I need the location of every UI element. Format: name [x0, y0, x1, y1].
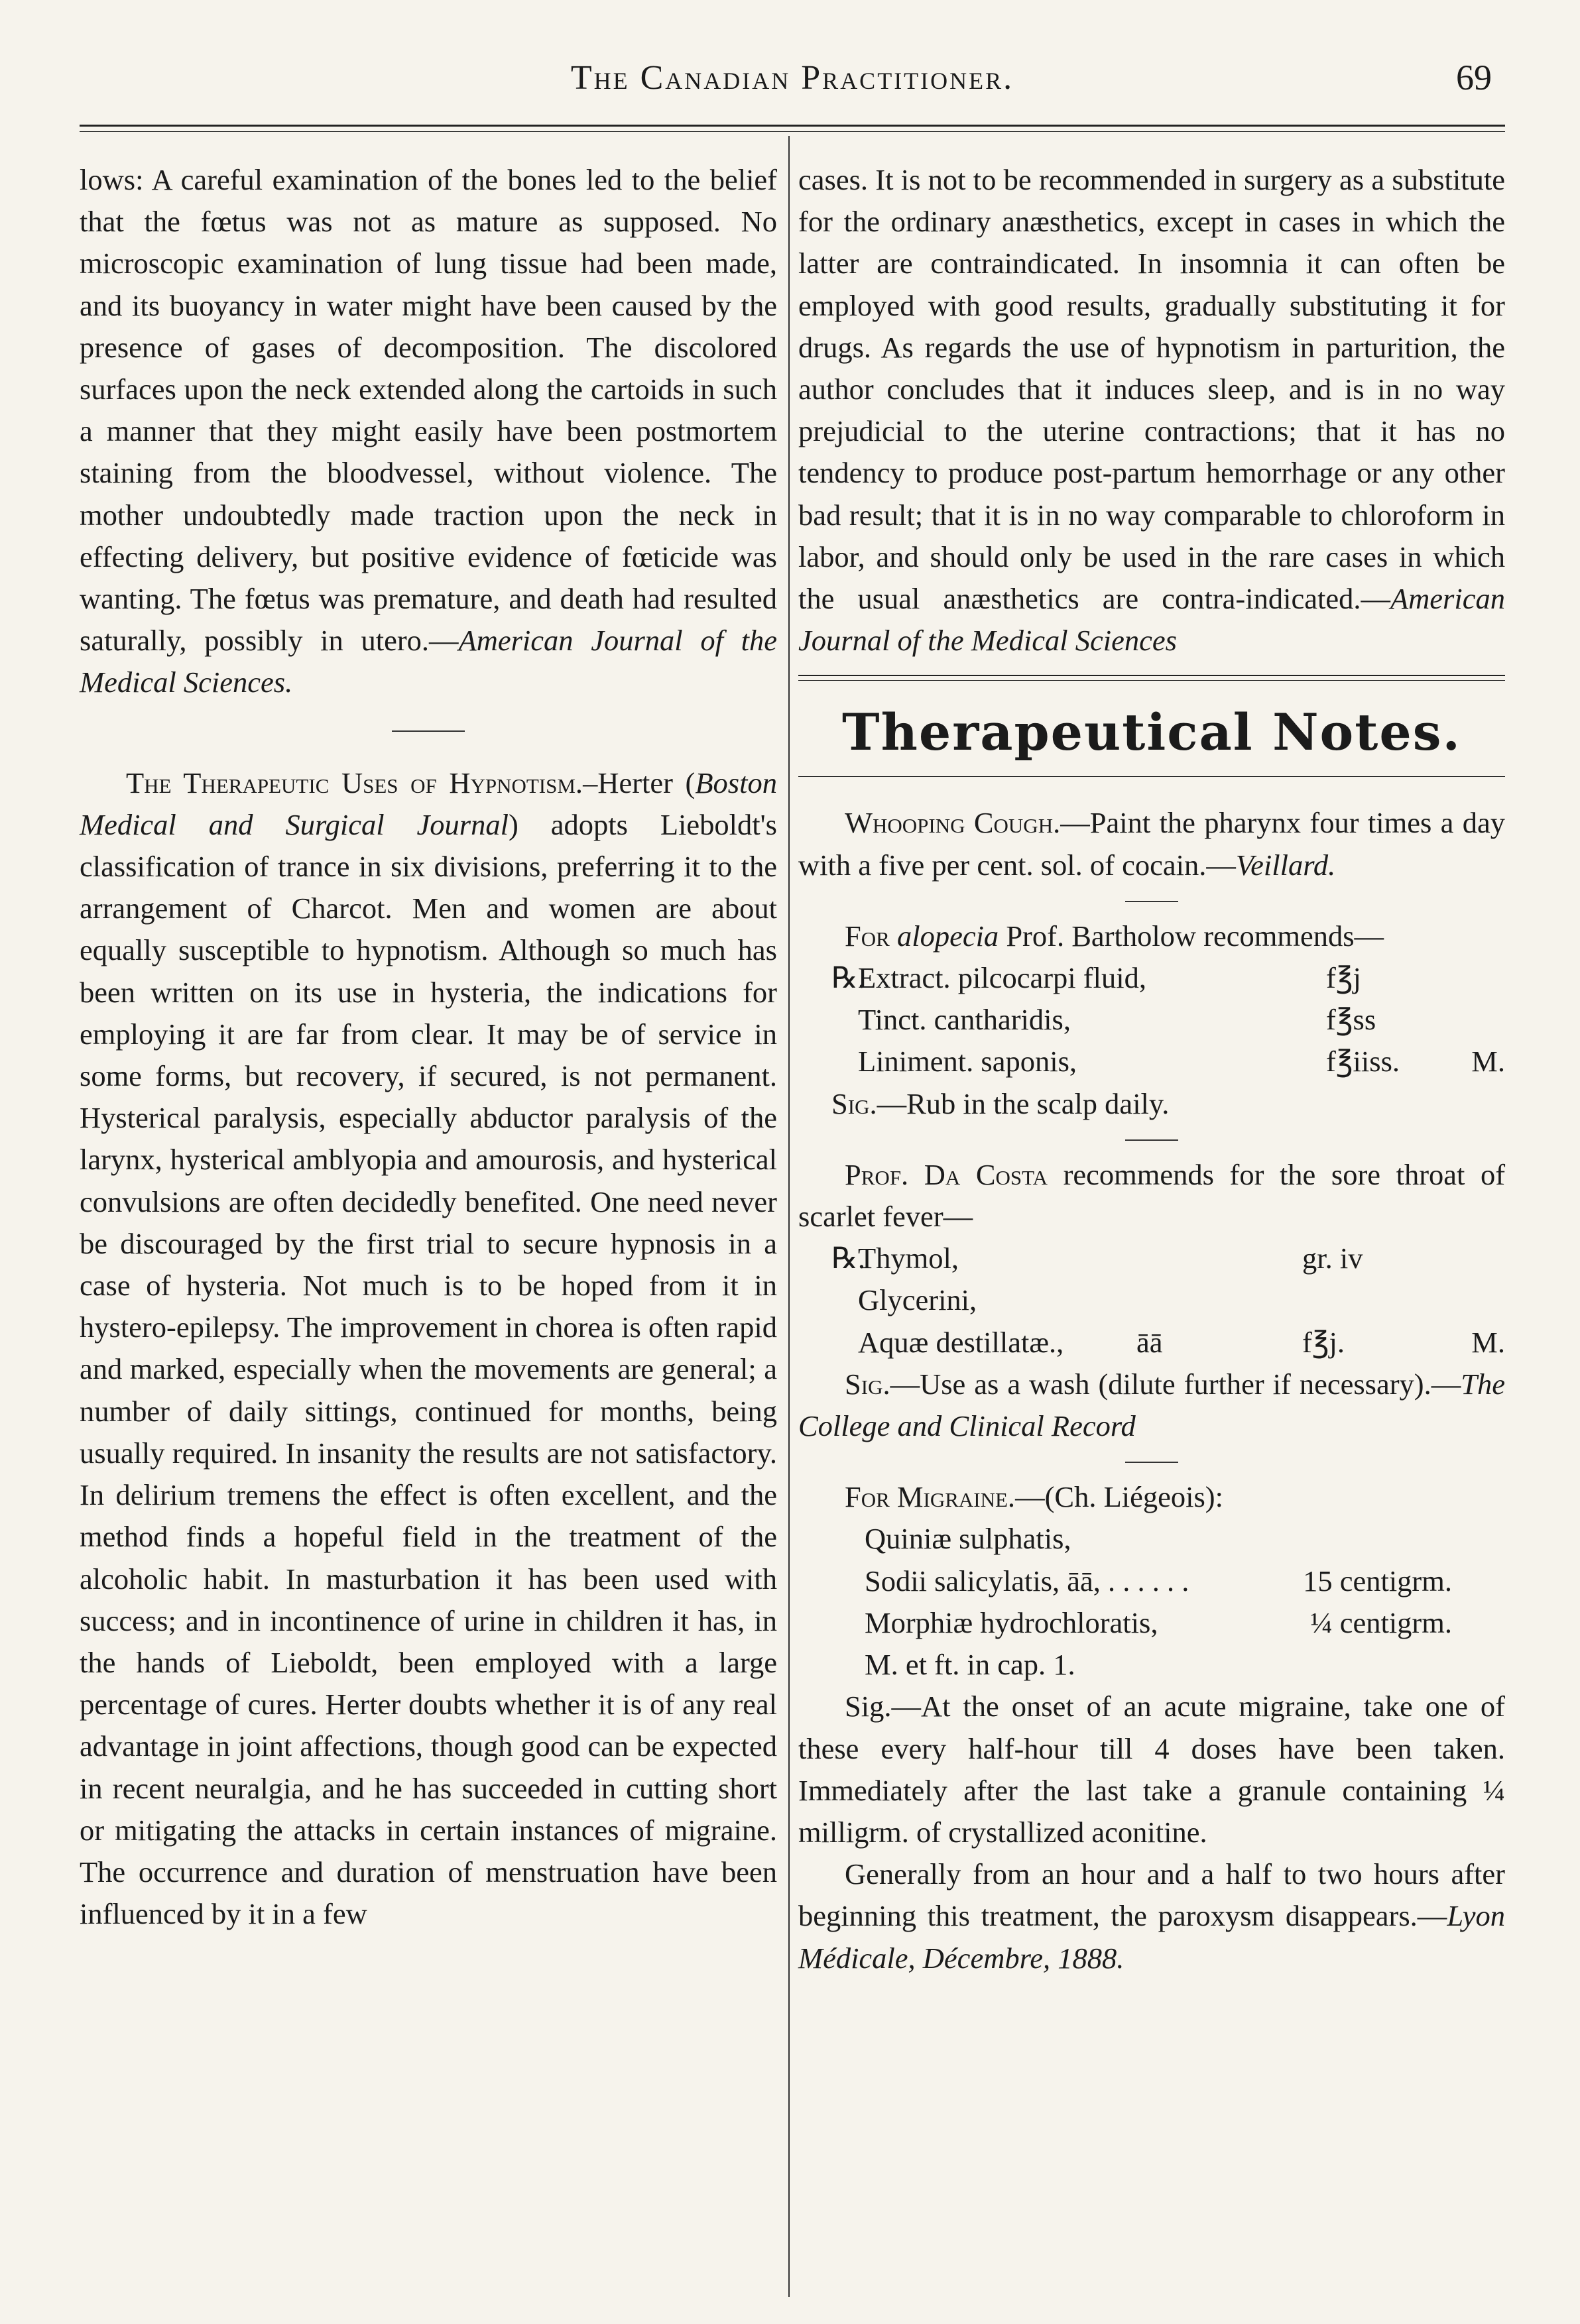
ingredient-qty: f℥j.: [1302, 1325, 1345, 1359]
note-source: Lyon Médicale, Décembre, 1888.: [798, 1899, 1505, 1975]
section-rule-bottom: [798, 776, 1505, 777]
sig-paragraph: Sig.—At the onset of an acute migraine, take one of these every half-hour till 4 doses have been taken. Immediately after the last take a granule containing ¼ milligrm. of crystallized aconitine.: [798, 1690, 1505, 1849]
ingredient-name: Aquæ destillatæ.,: [858, 1325, 1064, 1359]
article-heading: The Therapeutic Uses of Hypnotism.: [126, 766, 583, 799]
right-column: [798, 159, 1505, 1979]
ingredient-name: Tinct. cantharidis,: [858, 1003, 1071, 1037]
continuation-source-right: American Journal of the Medical Sciences: [798, 582, 1505, 658]
note-intro: [798, 915, 1505, 957]
page-number: 69: [1456, 58, 1492, 97]
note-heading: For Migraine.: [845, 1480, 1016, 1514]
closing-text: Generally from an hour and a half to two hours after beginning this treatment, the paroxysm disappears.—: [798, 1857, 1505, 1933]
hypnotism-article: [80, 762, 777, 1936]
note-heading: Whooping Cough.: [845, 806, 1061, 840]
prescription-line: [798, 1644, 1505, 1686]
note-intro: [798, 1154, 1505, 1238]
signa-line: [798, 1083, 1505, 1125]
mix-mark: M.: [1471, 1045, 1505, 1078]
prescription-line: [798, 999, 1505, 1041]
ingredient-name: Morphiæ hydrochloratis,: [865, 1605, 1158, 1639]
prescription-line: [798, 1279, 1505, 1321]
for-label: For: [845, 919, 890, 953]
ingredient-qty: ¼ centigrm.: [1310, 1605, 1452, 1639]
mix-mark: [1452, 999, 1505, 1041]
note-author: Veillard.: [1235, 848, 1336, 882]
closing-paragraph: [798, 1853, 1505, 1979]
ingredient-qty: 15 centigrm.: [1303, 1564, 1452, 1598]
rx-symbol: ℞.: [831, 1242, 866, 1275]
mix-mark: [1415, 1238, 1505, 1279]
left-column: [80, 159, 777, 1935]
article-intro: –Herter (: [583, 766, 696, 799]
section-rule-top-thin: [798, 680, 1505, 681]
ingredient-qty: [1302, 1279, 1415, 1321]
prescription-line: [798, 1560, 1505, 1602]
running-title: The Canadian Practitioner.: [570, 59, 1014, 97]
section-rule-top: [798, 675, 1505, 676]
note-text: —Paint the pharynx four times a day with a five per cent. sol. of cocain.—: [798, 806, 1505, 882]
rx-symbol: ℞.: [831, 961, 866, 995]
ingredient-name: Sodii salicylatis, āā, . . . . . .: [865, 1564, 1189, 1598]
prescription-line: [798, 1602, 1505, 1644]
continuation-text: lows: A careful examination of the bones led to the belief that the fœtus was not as mature as supposed. No microscopic examination of lung tissue had been made, and its buoyancy in water might have been caused by the presence of gases of decomposition. The discolored surfaces upon the neck extended along the cartoids in such a manner that they might easily have been postmortem staining from the bloodvessel, without violence. The mother undoubtedly made traction upon the neck in effecting delivery, but positive evidence of fœticide was wanting. The fœtus was premature, and death had resulted saturally, possibly in utero.—: [80, 163, 777, 658]
ingredient-aa: [1136, 1238, 1302, 1279]
ingredient-name: Extract. pilcocarpi fluid,: [858, 961, 1146, 995]
continuation-paragraph-right: [798, 159, 1505, 662]
sig-text: —Use as a wash (dilute further if necessary).—: [890, 1367, 1461, 1401]
separator-rule: [1125, 901, 1178, 902]
scarlet-fever-note: [798, 1154, 1505, 1447]
prescription-line: [798, 1238, 1505, 1279]
separator-rule: [392, 730, 465, 732]
ingredient-name: Glycerini,: [858, 1283, 977, 1317]
whooping-cough-note: [798, 802, 1505, 886]
note-heading: Prof. Da Costa: [845, 1157, 1048, 1191]
journal-citation: Boston Medical and Surgical Journal: [80, 766, 777, 841]
sig-label: Sig.: [845, 1367, 890, 1401]
note-source: The College and Clinical Record: [798, 1367, 1505, 1443]
ingredient-aa: [1136, 1279, 1302, 1321]
column-divider: [788, 136, 790, 2297]
alopecia-note: [798, 915, 1505, 1125]
prescription-line: [798, 957, 1505, 999]
note-intro-text: Prof. Bartholow recommends—: [1006, 919, 1384, 953]
mix-mark: [1452, 957, 1505, 999]
ingredient-qty: f℥iiss.: [1326, 1045, 1400, 1078]
sig-label: Sig.: [831, 1086, 877, 1120]
header-rule-thin: [80, 131, 1505, 132]
condition-term: alopecia: [896, 919, 999, 953]
ingredient-aa: āā: [1136, 1325, 1163, 1359]
migraine-note: [798, 1476, 1505, 1979]
ingredient-name: Liniment. saponis,: [858, 1045, 1077, 1078]
separator-rule: [1125, 1462, 1178, 1463]
continuation-text-right: cases. It is not to be recommended in surgery as a substitute for the ordinary anæsthetics, except in cases in which the latter are contraindicated. In insomnia it can often be employed with good results, gradually substituting it for drugs. As regards the use of hypnotism in parturition, the author concludes that it induces sleep, and is in no way prejudicial to the uterine contractions; that it has no tendency to produce post-partum hemorrhage or any other bad result; that it is in no way comparable to chloroform in labor, and should only be used in the rare cases in which the usual anæsthetics are contra-indicated.—: [798, 163, 1505, 616]
signa-line: [798, 1364, 1505, 1447]
ingredient-name: Quiniæ sulphatis,: [865, 1522, 1071, 1556]
note-intro: [798, 1476, 1505, 1518]
mix-mark: [1415, 1279, 1505, 1321]
ingredient-qty: gr. iv: [1302, 1242, 1363, 1275]
running-header: [80, 52, 1505, 105]
article-body: ) adopts Lieboldt's classification of trance in six divisions, preferring it to the arrangement of Charcot. Men and women are about equally susceptible to hypnotism. Although so much has been written on its use in hysteria, the indications for employing it are far from clear. It may be of service in some forms, but recovery, if secured, is not permanent. Hysterical paralysis, especially abductor paralysis of the larynx, hysterical amblyopia and amourosis, and hysterical convulsions are often decidedly benefited. One need never be discouraged by the first trial to secure hypnosis in a case of hysteria. Not much is to be hoped from it in hystero-epilepsy. The improvement in chorea is often rapid and marked, especially when the movements are general; a number of daily sittings, continued for months, being usually required. In insanity the results are not satisfactory. In delirium tremens the effect is often excellent, and the method finds a hopeful field in the treatment of the alcoholic habit. In masturbation it has been used with success; and in incontinence of urine in children it has, in the hands of Lieboldt, been employed with a large percentage of cures. Herter doubts whether it is of any real advantage in joint affections, though good can be expected in recent neuralgia, and he has succeeded in cutting short or mitigating the attacks in certain instances of migraine. The occurrence and duration of menstruation have been influenced by it in a few: [80, 807, 777, 1931]
continuation-paragraph: [80, 159, 777, 704]
section-title: Therapeutical Notes.: [842, 703, 1461, 762]
continuation-source: American Journal of the Medical Sciences.: [80, 624, 777, 699]
ingredient-name: M. et ft. in cap. 1.: [865, 1648, 1075, 1682]
prescription-line: [798, 1518, 1505, 1560]
ingredient-name: Thymol,: [858, 1242, 959, 1275]
header-rule: [80, 125, 1505, 127]
separator-rule: [1125, 1139, 1178, 1141]
prescription-line: [798, 1041, 1505, 1082]
note-text: recommends for the sore throat of scarlet fever—: [798, 1157, 1506, 1234]
prescription-line: [798, 1322, 1505, 1364]
mix-mark: M.: [1471, 1325, 1505, 1359]
ingredient-qty: f℥j: [1326, 961, 1361, 995]
note-author: —(Ch. Liégeois):: [1015, 1480, 1223, 1514]
sig-text: —Rub in the scalp daily.: [877, 1086, 1170, 1120]
ingredient-qty: f℥ss: [1326, 1003, 1376, 1037]
ingredient-qty: [1452, 1518, 1505, 1560]
